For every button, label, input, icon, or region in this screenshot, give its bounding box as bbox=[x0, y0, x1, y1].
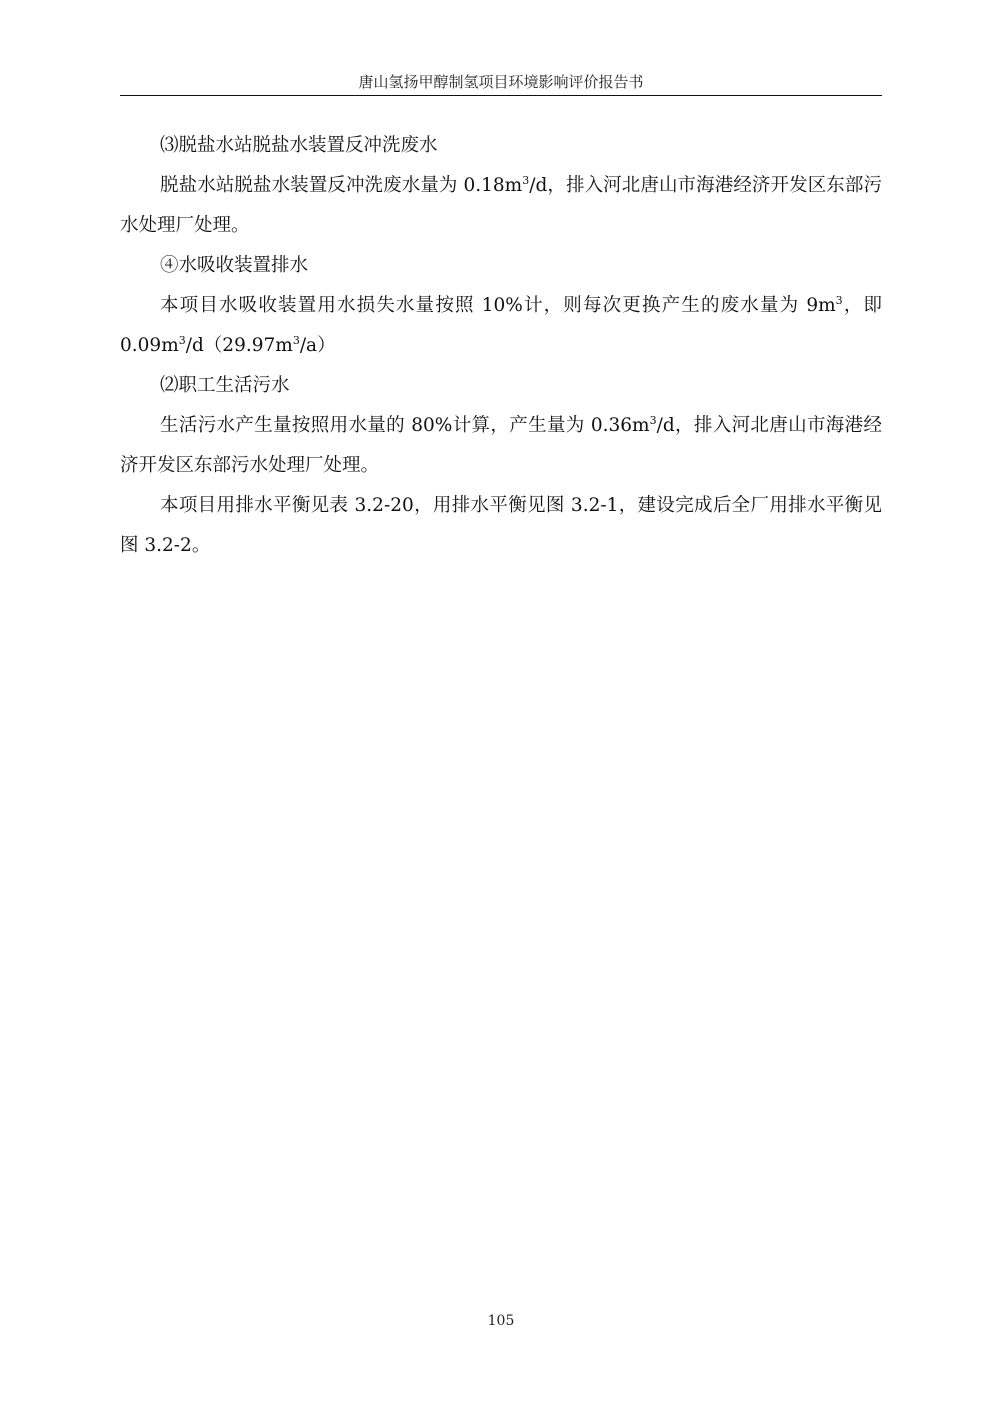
text-segment: 生活污水产生量按照用水量的 80%计算，产生量为 0.36m bbox=[160, 415, 650, 436]
subheading-water-absorption: ④水吸收装置排水 bbox=[160, 255, 309, 276]
superscript: 3 bbox=[649, 413, 657, 427]
superscript: 3 bbox=[522, 173, 530, 187]
text-segment: ，即 0.09m bbox=[120, 295, 888, 356]
subheading-domestic-sewage: ⑵职工生活污水 bbox=[160, 375, 290, 396]
document-body bbox=[120, 126, 888, 566]
header-rule bbox=[120, 95, 882, 96]
paragraph-desalination-backwash bbox=[120, 166, 882, 246]
superscript: 3 bbox=[178, 333, 186, 347]
paragraph-water-absorption bbox=[120, 286, 888, 366]
text-segment: /d（29.97m bbox=[185, 335, 293, 356]
subheading-desalination-backwash: ⑶脱盐水站脱盐水装置反冲洗废水 bbox=[160, 135, 438, 156]
text-segment: /d，排入河北唐山市海港经济开发区东部污水处理厂处理。 bbox=[120, 175, 882, 236]
text-segment: 脱盐水站脱盐水装置反冲洗废水量为 0.18m bbox=[160, 175, 523, 196]
text-segment: /d，排入河北唐山市海港经济开发区东部污水处理厂处理。 bbox=[120, 415, 883, 476]
superscript: 3 bbox=[292, 333, 300, 347]
text-segment: /a） bbox=[299, 335, 336, 356]
superscript: 3 bbox=[835, 293, 843, 307]
running-header: 唐山氢扬甲醇制氢项目环境影响评价报告书 bbox=[358, 73, 644, 91]
paragraph-water-balance: 本项目用排水平衡见表 3.2-20，用排水平衡见图 3.2-1，建设完成后全厂用排水平衡见图 3.2-2。 bbox=[120, 495, 882, 556]
paragraph-domestic-sewage bbox=[120, 406, 882, 486]
text-segment: 本项目水吸收装置用水损失水量按照 10%计，则每次更换产生的废水量为 9m bbox=[160, 295, 836, 316]
page-number: 105 bbox=[487, 1313, 515, 1329]
